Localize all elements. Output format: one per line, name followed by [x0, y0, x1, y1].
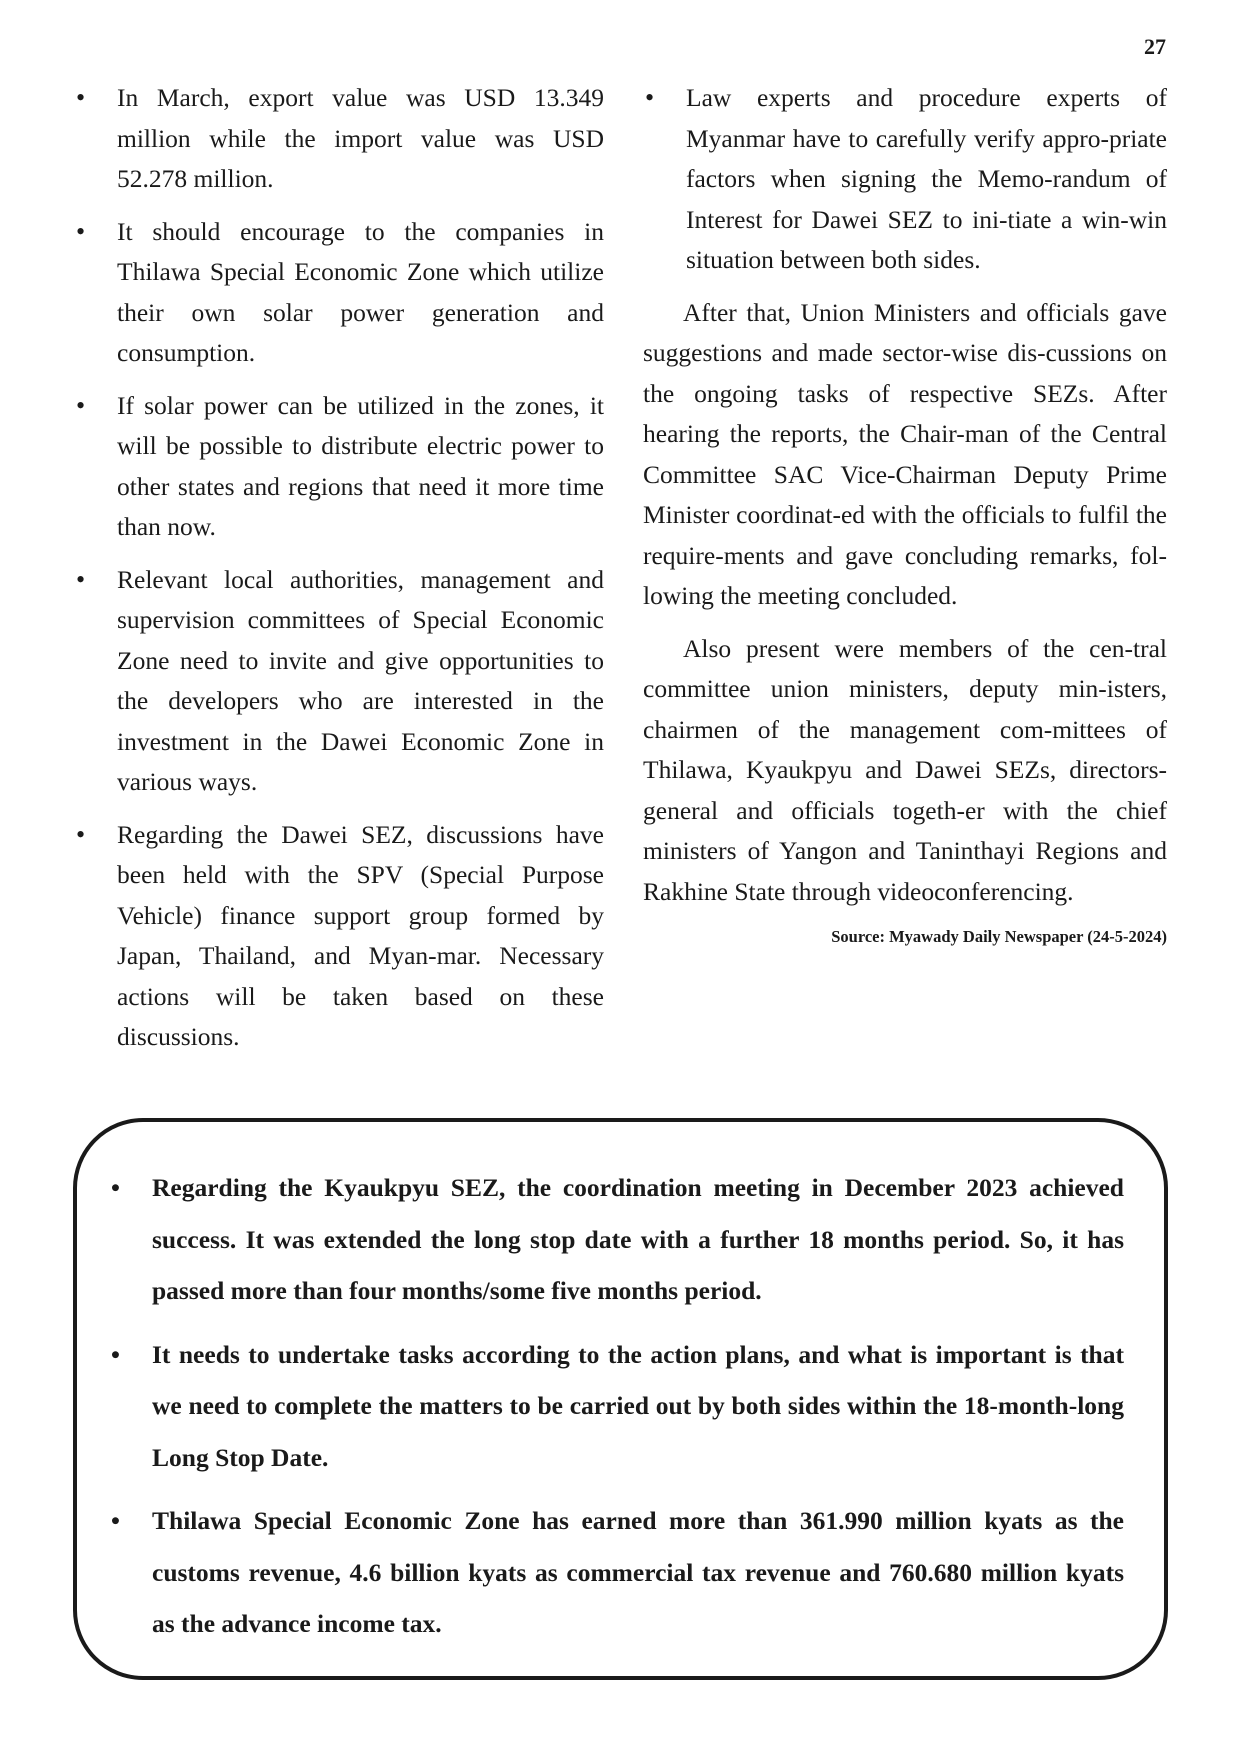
- list-item: • It needs to undertake tasks according to the action plans, and what is important is that we need to complete the matters to be carried out by both sides within the 18-month-long Long Stop Date.: [109, 1329, 1124, 1484]
- body-paragraph: After that, Union Ministers and officials gave suggestions and made sector-wise dis-cussions on the ongoing tasks of respective SEZs. After hearing the reports, the Chair-man of the Central Committee SAC Vice-Chairman Deputy Prime Minister coordinat-ed with the officials to fulfil the require-ments and gave concluding remarks, fol-lowing the meeting concluded.: [643, 297, 1167, 610]
- list-item: • If solar power can be utilized in the zones, it will be possible to distribute electric power to other states and regions that need it more time than now.: [74, 386, 604, 548]
- list-item: • Relevant local authorities, management and supervision committees of Special Economic Zone need to invite and give opportunities to the developers who are interested in the investment in the Dawei Economic Zone in various ways.: [74, 560, 604, 803]
- list-item: • Regarding the Kyaukpyu SEZ, the coordination meeting in December 2023 achieved success. It was extended the long stop date with a further 18 months period. So, it has passed more than four months/some five months period.: [109, 1162, 1124, 1317]
- summary-bullet-list: [109, 1162, 1124, 1650]
- page-number: 27: [1144, 34, 1166, 59]
- list-item: • Law experts and procedure experts of Myanmar have to carefully verify appro-priate factors when signing the Memo-randum of Interest for Dawei SEZ to ini-tiate a win-win situation between both sides.: [643, 78, 1167, 281]
- right-column: [643, 78, 1167, 1058]
- body-paragraph: Also present were members of the cen-tral committee union ministers, deputy min-isters, chairmen of the management com-mittees of Thilawa, Kyaukpyu and Dawei SEZs, directors-general and officials togeth-er with the chief ministers of Yangon and Taninthayi Regions and Rakhine State through videoconferencing.: [643, 633, 1167, 906]
- left-column: [74, 78, 604, 1058]
- list-item: • It should encourage to the companies in Thilawa Special Economic Zone which utilize their own solar power generation and consumption.: [74, 212, 604, 374]
- list-item: • Thilawa Special Economic Zone has earned more than 361.990 million kyats as the customs revenue, 4.6 billion kyats as commercial tax revenue and 760.680 million kyats as the advance income tax.: [109, 1495, 1124, 1650]
- summary-box: [73, 1118, 1168, 1680]
- right-bullet-list: [643, 78, 1167, 281]
- left-bullet-list: [74, 78, 604, 1058]
- article-columns: [74, 78, 1167, 1058]
- source-citation: Source: Myawady Daily Newspaper (24-5-2024): [831, 927, 1167, 946]
- list-item: • In March, export value was USD 13.349 million while the import value was USD 52.278 million.: [74, 78, 604, 200]
- list-item: • Regarding the Dawei SEZ, discussions have been held with the SPV (Special Purpose Vehicle) finance support group formed by Japan, Thailand, and Myan-mar. Necessary actions will be taken based on these discussions.: [74, 815, 604, 1058]
